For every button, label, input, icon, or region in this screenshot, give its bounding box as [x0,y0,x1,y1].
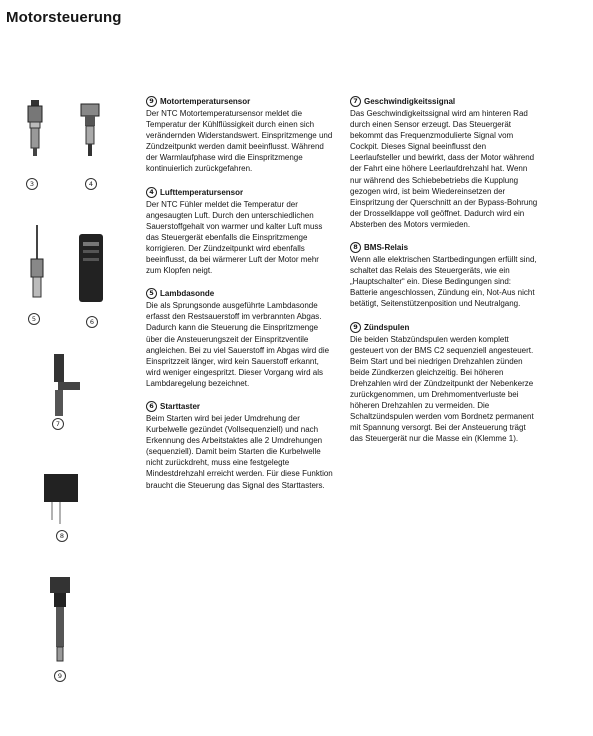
section-title: BMS-Relais [364,243,409,253]
section-bms-relais [350,242,538,309]
section-body: Der NTC Motortemperatursensor meldet die Temperatur der Kühlflüssigkeit durch einen sich verändernden Widerstandswert. Einspritzmenge und Zündzeitpunkt werden damit beeinflusst. Während der Warmlaufphase wird die Einspritzmenge kontinuierlich zurückgefahren. [146,109,333,174]
figure-label: 5 [28,313,40,325]
section-number: 4 [146,187,157,198]
section-heading [146,96,334,107]
section-number: 9 [350,322,361,333]
section-number: 8 [350,242,361,253]
text-column-left [146,96,334,503]
section-lufttemperatursensor [146,187,334,277]
section-number: 6 [146,401,157,412]
section-geschwindigkeitssignal [350,96,538,230]
section-heading [350,242,538,253]
section-number: 7 [350,96,361,107]
section-heading [146,401,334,412]
section-body: Die als Sprungsonde ausgeführte Lambdasonde erfasst den Restsauerstoff im verbrannten Abgas. Dadurch kann die Steuerung die Einspritzmenge über die Ansteuerungszeit der Einspritzventile angleichen. Bei zu viel Sauerstoff im Abgas wird die Einspritzzeit länger, wird kein Sauerstoff erkannt, wird weniger eingespritzt. Dieser Vorgang wird als Lambdaregelung bezeichnet. [146,301,330,388]
section-body: Beim Starten wird bei jeder Umdrehung der Kurbelwelle gezündet (Vollsequenziell) und nach Erkennung des Arbeitstaktes alle 2 Umdrehungen (sequenziell). Damit beim Starten die Kurbelwelle nicht zurückdreht, muss eine festgelegte Mindestdrehzahl erreicht werden. Für diese Funktion braucht die Steuerung das Signal des Starttasters. [146,413,333,490]
section-number: 5 [146,288,157,299]
figure-label: 3 [26,178,38,190]
figure-label: 7 [52,418,64,430]
lambda-sensor-icon [22,225,52,315]
section-heading [146,187,334,198]
section-body: Der NTC Fühler meldet die Temperatur der angesaugten Luft. Durch den unterschiedlichen Sauerstoffgehalt von warmer und kalter Luft muss das Steuergerät ebenfalls die Einspritzmenge korrigieren. Der Zündzeitpunkt wird ebenfalls beeinflusst, da bei wärmerer Luft der Motor mehr zum Klopfen neigt. [146,199,323,276]
section-title: Starttaster [160,401,201,411]
figure-air-temperature-sensor [75,98,105,188]
figure-label: 8 [56,530,68,542]
section-title: Lambdasonde [160,289,215,299]
page-title: Motorsteuerung [6,9,122,26]
figure-label: 6 [86,316,98,328]
section-body: Das Geschwindigkeitssignal wird am hinteren Rad durch einen Sensor erzeugt. Das Steuergerät bekommt das Frequenzmodulierte Signal vom Cockpit. Dieses Signal beeinflusst den Leerlaufsteller und bewirkt, dass der Motor während der Fahrt eine höhere Leerlaufdrehzahl hat. Wenn nur während des Schiebebetriebs die Kupplung gezogen wird, ist beim Wiedereinsetzen der Einspritzung der Querschnitt an der Bypass-Bohrung der Drosselklappe voll geöffnet. Dadurch wird ein Absterben des Motors vermieden. [350,109,538,229]
section-title: Geschwindigkeitssignal [364,97,456,106]
section-body: Die beiden Stabzündspulen werden komplett gesteuert von der BMS C2 sequenziell angesteuert. Beim Start und bei niedrigen Drehzahlen zünden beide Zündkerzen gleichzeitig. Bei höheren Drehzahlen wird der Zündzeitpunkt der Nebenkerze zurückgenommen, um Drehmomentverluste bei höheren Drehzahlen zu vermeiden. Die Schaltzündspulen werden vom Bordnetz permanent mit Spannung versorgt. Bei der Ansteuerung trägt das Steuergerät nur die Masse ein (Klemme 1). [350,334,534,444]
figure-label: 4 [85,178,97,190]
temperature-sensor-icon [20,98,50,178]
section-starttaster [146,401,334,491]
figure-speed-sensor [38,350,83,440]
figure-ignition-module [42,472,82,542]
section-lambdasonde [146,288,334,389]
section-title: Zündspulen [364,322,410,332]
air-temperature-sensor-icon [75,98,105,178]
text-column-right [350,96,538,456]
figure-temperature-sensor [20,98,50,188]
section-number: 9 [146,96,157,107]
section-title: Motortemperatursensor [160,97,251,106]
section-motortemperatursensor [146,96,334,175]
section-heading [350,322,538,333]
section-title: Lufttemperatursensor [160,187,244,197]
section-heading [350,96,538,107]
figure-bms-relay [75,228,107,326]
section-body: Wenn alle elektrischen Startbedingungen erfüllt sind, schaltet das Relais des Steuergeräts, wie ein „Hauptschalter“ ein. Diese Bedingungen sind: Batterie angeschlossen, Zündung ein, Not-Aus nicht betätigt, Seitenstützenposition und Neutralgang. [350,255,537,309]
figure-lambda-sensor [22,225,52,323]
section-heading [146,288,334,299]
figure-ignition-coil [40,575,80,680]
figure-label: 9 [54,670,66,682]
section-zuendspulen [350,322,538,445]
relay-icon [75,228,107,318]
ignition-coil-icon [40,575,80,680]
